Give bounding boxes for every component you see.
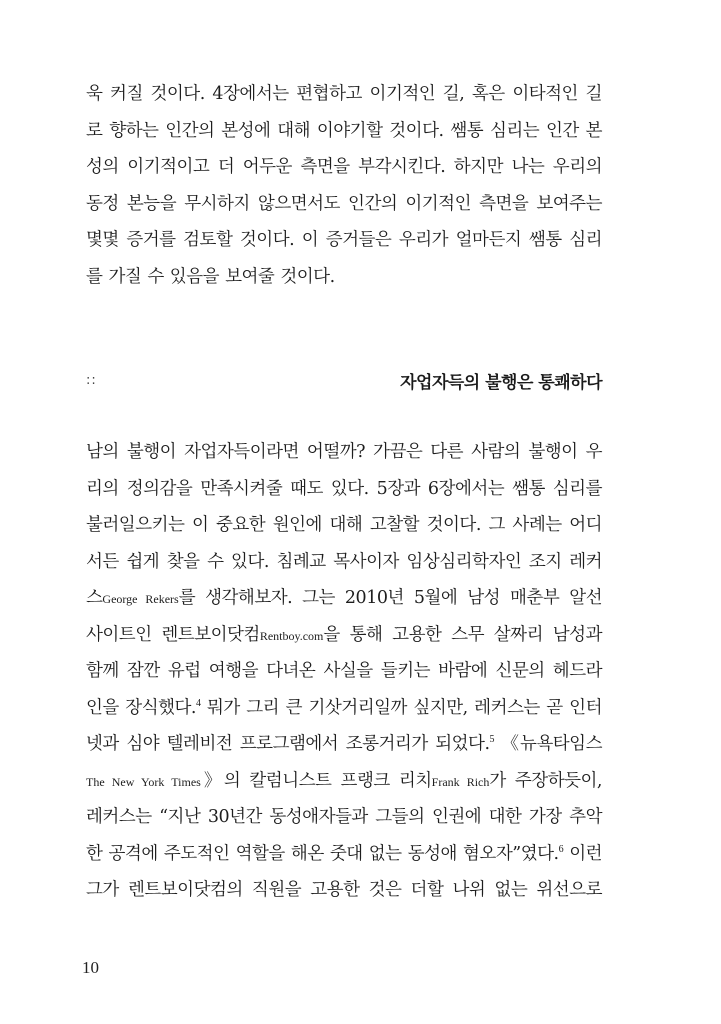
text-span: 스 [86, 588, 103, 608]
text-line [86, 580, 602, 617]
footnote-marker: 4 [195, 697, 201, 709]
section-mark: :: [86, 372, 97, 388]
text-span: 《뉴욕타임스 [494, 734, 602, 754]
footnote-marker: 5 [489, 734, 495, 745]
section-heading [86, 366, 602, 394]
text-line: 로 향하는 인간의 본성에 대해 이야기할 것이다. 쌤통 심리는 인간 본 [86, 120, 602, 141]
text-line [86, 836, 602, 873]
text-line: 남의 불행이 자업자득이라면 어떨까? 가끔은 다른 사람의 불행이 우 [86, 442, 602, 462]
latin-name: George Rekers [102, 592, 179, 606]
text-line [86, 617, 602, 654]
text-span: 인을 장식했다. [86, 697, 196, 718]
latin-name: Frank Rich [431, 774, 490, 789]
footnote-marker: 6 [558, 843, 564, 855]
text-line: 리의 정의감을 만족시켜줄 때도 있다. 5장과 6장에서는 쌤통 심리를 [86, 478, 602, 499]
text-line [86, 763, 602, 800]
text-line: 불러일으키는 이 중요한 원인에 대해 고찰할 것이다. 그 사례는 어디 [86, 515, 602, 535]
text-line: 레커스는 “지난 30년간 동성애자들과 그들의 인권에 대한 가장 추악 [86, 807, 602, 827]
text-line: 욱 커질 것이다. 4장에서는 편협하고 이기적인 길, 혹은 이타적인 길 [86, 84, 602, 104]
text-span: 》의 칼럼니스트 프랭크 리치 [200, 770, 432, 791]
latin-name: Rentboy.com [259, 628, 324, 643]
text-span: 한 공격에 주도적인 역할을 해온 줏대 없는 동성애 혐오자”였다. [86, 843, 559, 864]
text-span: 사이트인 렌트보이닷컴 [86, 624, 260, 645]
text-span: 을 통해 고용한 스무 살짜리 남성과 [323, 624, 602, 645]
text-line: 그가 렌트보이닷컴의 직원을 고용한 것은 더할 나위 없는 위선으로 [86, 880, 602, 900]
text-span: 이런 [563, 843, 603, 864]
text-line: 몇몇 증거를 검토할 것이다. 이 증거들은 우리가 얼마든지 쌤통 심리 [86, 230, 602, 250]
text-line: 서든 쉽게 찾을 수 있다. 침례교 목사이자 임상심리학자인 조지 레커 [86, 551, 602, 572]
text-line: 성의 이기적이고 더 어두운 측면을 부각시킨다. 하지만 나는 우리의 [86, 157, 602, 177]
text-line: 함께 잠깐 유럽 여행을 다녀온 사실을 들키는 바람에 신문의 헤드라 [86, 661, 602, 681]
body-paragraph [86, 434, 602, 909]
text-span: 넷과 심야 텔레비전 프로그램에서 조롱거리가 되었다. [86, 734, 490, 754]
section-title: 자업자득의 불행은 통쾌하다 [400, 372, 602, 393]
text-line [86, 726, 602, 763]
latin-name: The New York Times [86, 774, 201, 789]
text-span: 가 주장하듯이, [489, 770, 602, 791]
page-number: 10 [82, 958, 99, 977]
text-line: 동정 본능을 무시하지 않으면서도 인간의 이기적인 측면을 보여주는 [86, 193, 602, 214]
text-span: 를 생각해보자. 그는 2010년 5월에 남성 매춘부 알선 [178, 588, 602, 608]
text-line [86, 690, 602, 727]
intro-paragraph [86, 76, 602, 295]
text-line: 를 가질 수 있음을 보여줄 것이다. [86, 266, 335, 287]
text-span: 뭐가 그리 큰 기삿거리일까 싶지만, 레커스는 곧 인터 [200, 697, 602, 718]
